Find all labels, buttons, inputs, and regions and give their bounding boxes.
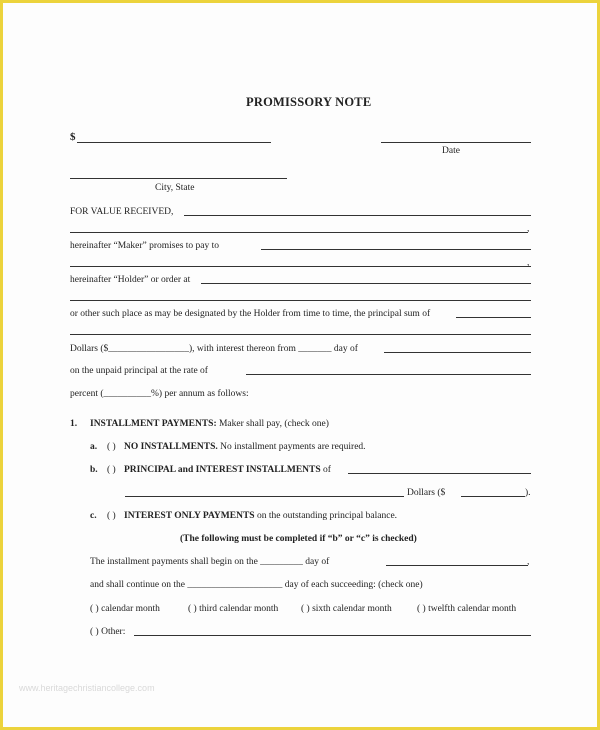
completion-note: (The following must be completed if “b” or “c” is checked) [180, 534, 417, 544]
installment-words-field[interactable] [125, 496, 404, 497]
comma-3: , [527, 557, 530, 567]
option-b-heading: PRINCIPAL and INTEREST INSTALLMENTS [124, 465, 321, 475]
maker-label: hereinafter “Maker” promises to pay to [70, 241, 220, 251]
dollar-sign: $ [70, 131, 76, 143]
option-b-row [124, 464, 331, 476]
amount-field[interactable] [77, 142, 271, 143]
dollars-interest-label: Dollars ($_________________), with interest thereon from _______ day of [70, 344, 358, 354]
other-place-label: or other such place as may be designated by the Holder from time to time, the principal sum of [70, 309, 431, 319]
option-calendar-month[interactable]: ( ) calendar month [90, 604, 160, 614]
comma-2: , [527, 258, 530, 268]
option-c-letter: c. [90, 511, 97, 521]
option-a-letter: a. [90, 442, 98, 452]
option-a-text: No installment payments are required. [217, 442, 366, 452]
comma: , [527, 224, 530, 234]
unpaid-principal-label: on the unpaid principal at the rate of [70, 366, 208, 376]
option-a-row [124, 441, 366, 453]
installment-dollars-field[interactable] [461, 496, 525, 497]
option-twelfth-month[interactable]: ( ) twelfth calendar month [417, 604, 517, 614]
option-c-heading: INTEREST ONLY PAYMENTS [124, 511, 255, 521]
principal-words-field[interactable] [70, 334, 531, 335]
city-state-field[interactable] [70, 178, 287, 179]
section-heading-row [90, 418, 329, 430]
installment-amount-field[interactable] [348, 473, 531, 474]
rate-words-field[interactable] [246, 374, 531, 375]
section-number: 1. [70, 419, 78, 429]
date-field[interactable] [381, 142, 531, 143]
option-c-checkbox[interactable]: ( ) [107, 511, 116, 521]
address-field-2[interactable] [70, 300, 531, 301]
option-third-month[interactable]: ( ) third calendar month [188, 604, 279, 614]
address-field[interactable] [201, 283, 531, 284]
for-value-label: FOR VALUE RECEIVED, [70, 207, 174, 217]
value-field[interactable] [184, 215, 531, 216]
interest-date-field[interactable] [384, 352, 531, 353]
option-b-letter: b. [90, 465, 98, 475]
option-a-heading: NO INSTALLMENTS. [124, 442, 218, 452]
continue-label: and shall continue on the ____________________ day of each succeeding: (check one) [90, 580, 423, 590]
date-label: Date [442, 146, 460, 156]
option-a-checkbox[interactable]: ( ) [107, 442, 116, 452]
principal-field[interactable] [456, 317, 531, 318]
watermark: www.heritagechristiancollege.com [19, 683, 155, 693]
city-state-label: City, State [155, 183, 195, 193]
holder-label: hereinafter “Holder” or order at [70, 275, 191, 285]
option-b-text: of [320, 465, 331, 475]
option-b-close: ). [525, 488, 531, 498]
begin-label: The installment payments shall begin on the _________ day of [90, 557, 330, 567]
payee-field-2[interactable] [70, 266, 531, 267]
section-heading: INSTALLMENT PAYMENTS: [90, 419, 217, 429]
value-field-2[interactable] [70, 232, 528, 233]
section-text: Maker shall pay, (check one) [216, 419, 329, 429]
document-title: PROMISSORY NOTE [246, 95, 372, 109]
option-sixth-month[interactable]: ( ) sixth calendar month [301, 604, 392, 614]
option-c-text: on the outstanding principal balance. [254, 511, 398, 521]
option-c-row [124, 510, 397, 522]
other-field[interactable] [134, 635, 531, 636]
percent-label: percent (__________%) per annum as follows: [70, 389, 249, 399]
option-other[interactable]: ( ) Other: [90, 627, 126, 637]
option-b-checkbox[interactable]: ( ) [107, 465, 116, 475]
begin-month-field[interactable] [386, 565, 528, 566]
option-b-dollars: Dollars ($ [407, 488, 446, 498]
payee-field[interactable] [261, 249, 531, 250]
